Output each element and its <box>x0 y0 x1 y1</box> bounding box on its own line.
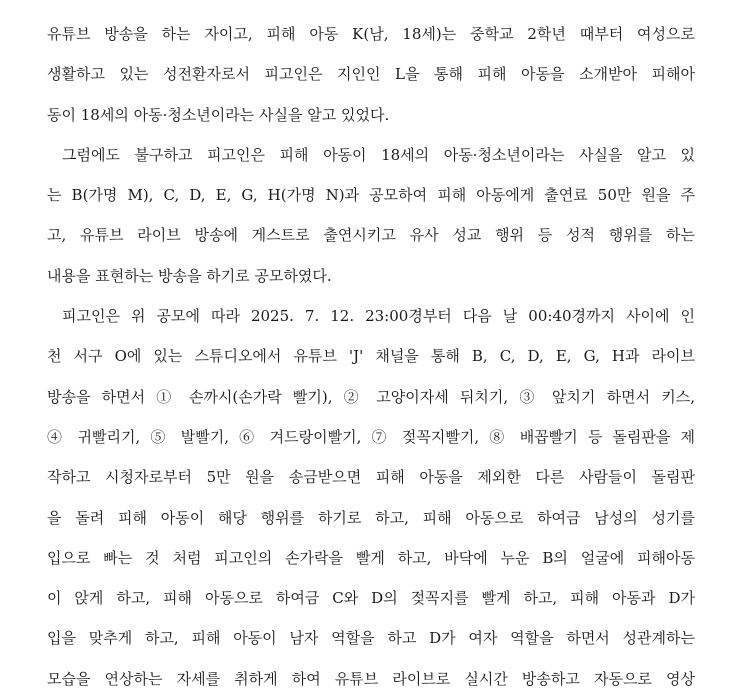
text-line: 유튜브 방송을 하는 자이고, 피해 아동 K(남, 18세)는 중학교 2학년 때부터 여성으로 <box>47 25 695 43</box>
text-line: ④ 귀빨리기, ⑤ 발빨기, ⑥ 겨드랑이빨기, ⑦ 젖꼭지빨기, ⑧ 배꼽빨기 등 돌림판을 제 <box>47 427 695 446</box>
text-line: 방송을 하면서 ① 손까시(손가락 빨기), ② 고양이자세 뒤치기, ③ 앞치기 하면서 키스, <box>47 387 695 406</box>
text-line: 모습을 연상하는 자세를 취하게 하여 유튜브 라이브로 실시간 방송하고 자동으로 영상 <box>47 669 695 688</box>
text-line: 을 돌려 피해 아동이 해당 행위를 하기로 하고, 피해 아동으로 하여금 남성의 성기를 <box>47 508 695 527</box>
text-line: 천 서구 O에 있는 스튜디오에서 유튜브 'J' 채널을 통해 B, C, D, E, G, H과 라이브 <box>47 347 695 366</box>
text-line: 는 B(가명 M), C, D, E, G, H(가명 N)과 공모하여 피해 아동에게 출연료 50만 원을 주 <box>47 186 695 205</box>
text-line: 입을 맞추게 하고, 피해 아동이 남자 역할을 하고 D가 여자 역할을 하면서 성관계하는 <box>47 629 695 648</box>
text-line: 생활하고 있는 성전환자로서 피고인은 지인인 L을 통해 피해 아동을 소개받아 피해아 <box>47 65 695 84</box>
text-line: 입으로 빠는 것 처럼 피고인의 손가락을 빨게 하고, 바닥에 누운 B의 얼굴에 피해아동 <box>47 548 695 567</box>
text-line: 그럼에도 불구하고 피고인은 피해 아동이 18세의 아동·청소년이라는 사실을 알고 있 <box>62 145 695 164</box>
text-line: 피고인은 위 공모에 따라 2025. 7. 12. 23:00경부터 다음 날 00:40경까지 사이에 인 <box>62 307 695 326</box>
text-line: 동이 18세의 아동·청소년이라는 사실을 알고 있었다. <box>47 105 390 124</box>
text-line: 내용을 표현하는 방송을 하기로 공모하였다. <box>47 266 332 285</box>
document-body <box>47 14 695 699</box>
text-line: 고, 유튜브 라이브 방송에 게스트로 출연시키고 유사 성교 행위 등 성적 행위를 하는 <box>47 226 695 245</box>
text-line: 이 앉게 하고, 피해 아동으로 하여금 C와 D의 젖꼭지를 빨게 하고, 피해 아동과 D가 <box>47 589 695 608</box>
text-line: 작하고 시청자로부터 5만 원을 송금받으면 피해 아동을 제외한 다른 사람들이 돌림판 <box>47 468 695 487</box>
